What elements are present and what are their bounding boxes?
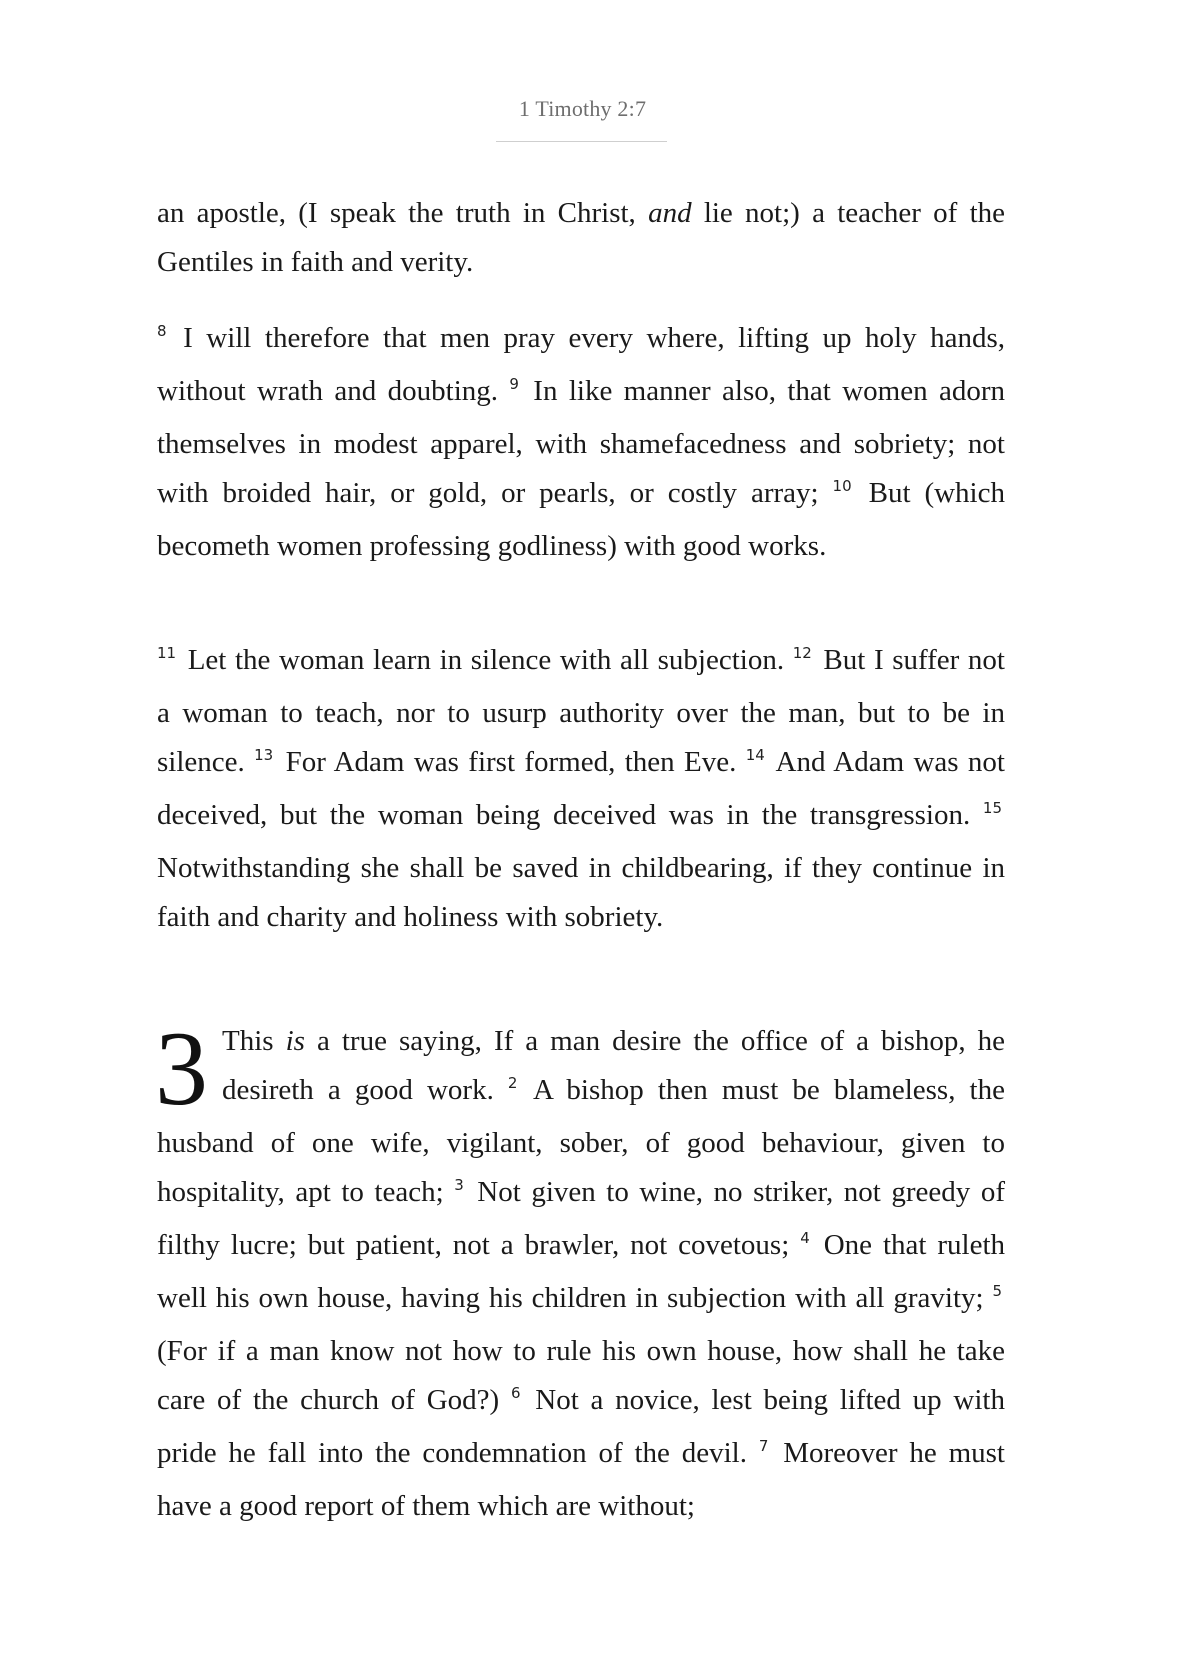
italic-word: and [648,197,692,229]
verse-number-4: 4 [800,1229,810,1247]
verse-number-2: 2 [507,1074,518,1092]
verse-number-15: 15 [982,799,1002,817]
verse-number-5: 5 [992,1282,1002,1300]
verse-6-text: Not a novice, lest being lifted up with pride he fall into the condemnation of the devil. [157,1384,1005,1469]
verse-14-text: And Adam was not deceived, but the woman being deceived was in the transgression. [157,746,1005,831]
italic-word: is [285,1025,305,1057]
verse-number-11: 11 [157,644,177,662]
verse-number-14: 14 [745,746,765,764]
verse-number-13: 13 [254,746,274,764]
verse-9-text: In like manner also, that women adorn themselves in modest apparel, with shamefacedness and sobriety; not with broided hair, or gold, or pearls, or costly array; [157,375,1005,509]
paragraph-verses-11-15 [157,636,1005,942]
verse-text: an apostle, (I speak the truth in Christ, [157,197,649,229]
verse-3-text: Not given to wine, no striker, not greedy of filthy lucre; but patient, not a brawler, not covetous; [157,1176,1005,1261]
header-divider [496,141,667,142]
verse-4-text: One that ruleth well his own house, having his children in subjection with all gravity; [157,1229,1005,1314]
running-header: 1 Timothy 2:7 [518,96,647,121]
verse-number-8: 8 [157,322,167,340]
chapter-number-drop-cap: 3 [155,1010,208,1127]
paragraph-verses-8-10 [157,314,1005,571]
verse-number-9: 9 [509,375,519,393]
verse-number-10: 10 [832,477,852,495]
verse-13-text: For Adam was first formed, then Eve. [276,746,746,778]
verse-11-text: Let the woman learn in silence with all subjection. [179,644,793,676]
paragraph-chapter-3 [155,1010,1006,1531]
verse-text: lie not;) a teacher of the Gentiles in faith and verity. [157,197,1006,278]
verse-12-text: But I suffer not a woman to teach, nor to usurp authority over the man, but to be in silence. [157,644,1005,778]
verse-1-text: This [222,1025,286,1057]
verse-number-6: 6 [510,1384,521,1402]
verse-8-text: I will therefore that men pray every where, lifting up holy hands, without wrath and doubting. [157,322,1005,407]
verse-1-text-cont: a true saying, If a man desire the office of a bishop, he desireth a good work. [222,1025,1006,1106]
verse-7-text: Moreover he must have a good report of them which are without; [157,1437,1005,1522]
paragraph-verse-7-continued [157,189,1005,287]
verse-number-3: 3 [454,1176,464,1194]
verse-10-text: But (which becometh women professing godliness) with good works. [157,477,1005,562]
verse-5-text: (For if a man know not how to rule his own house, how shall he take care of the church of God?) [157,1335,1005,1416]
verse-15-text: Notwithstanding she shall be saved in childbearing, if they continue in faith and charity and holiness with sobriety. [157,852,1005,933]
verse-number-7: 7 [758,1437,769,1455]
verse-2-text: A bishop then must be blameless, the husband of one wife, vigilant, sober, of good behaviour, given to hospitality, apt to teach; [157,1074,1005,1208]
verse-number-12: 12 [792,644,812,662]
